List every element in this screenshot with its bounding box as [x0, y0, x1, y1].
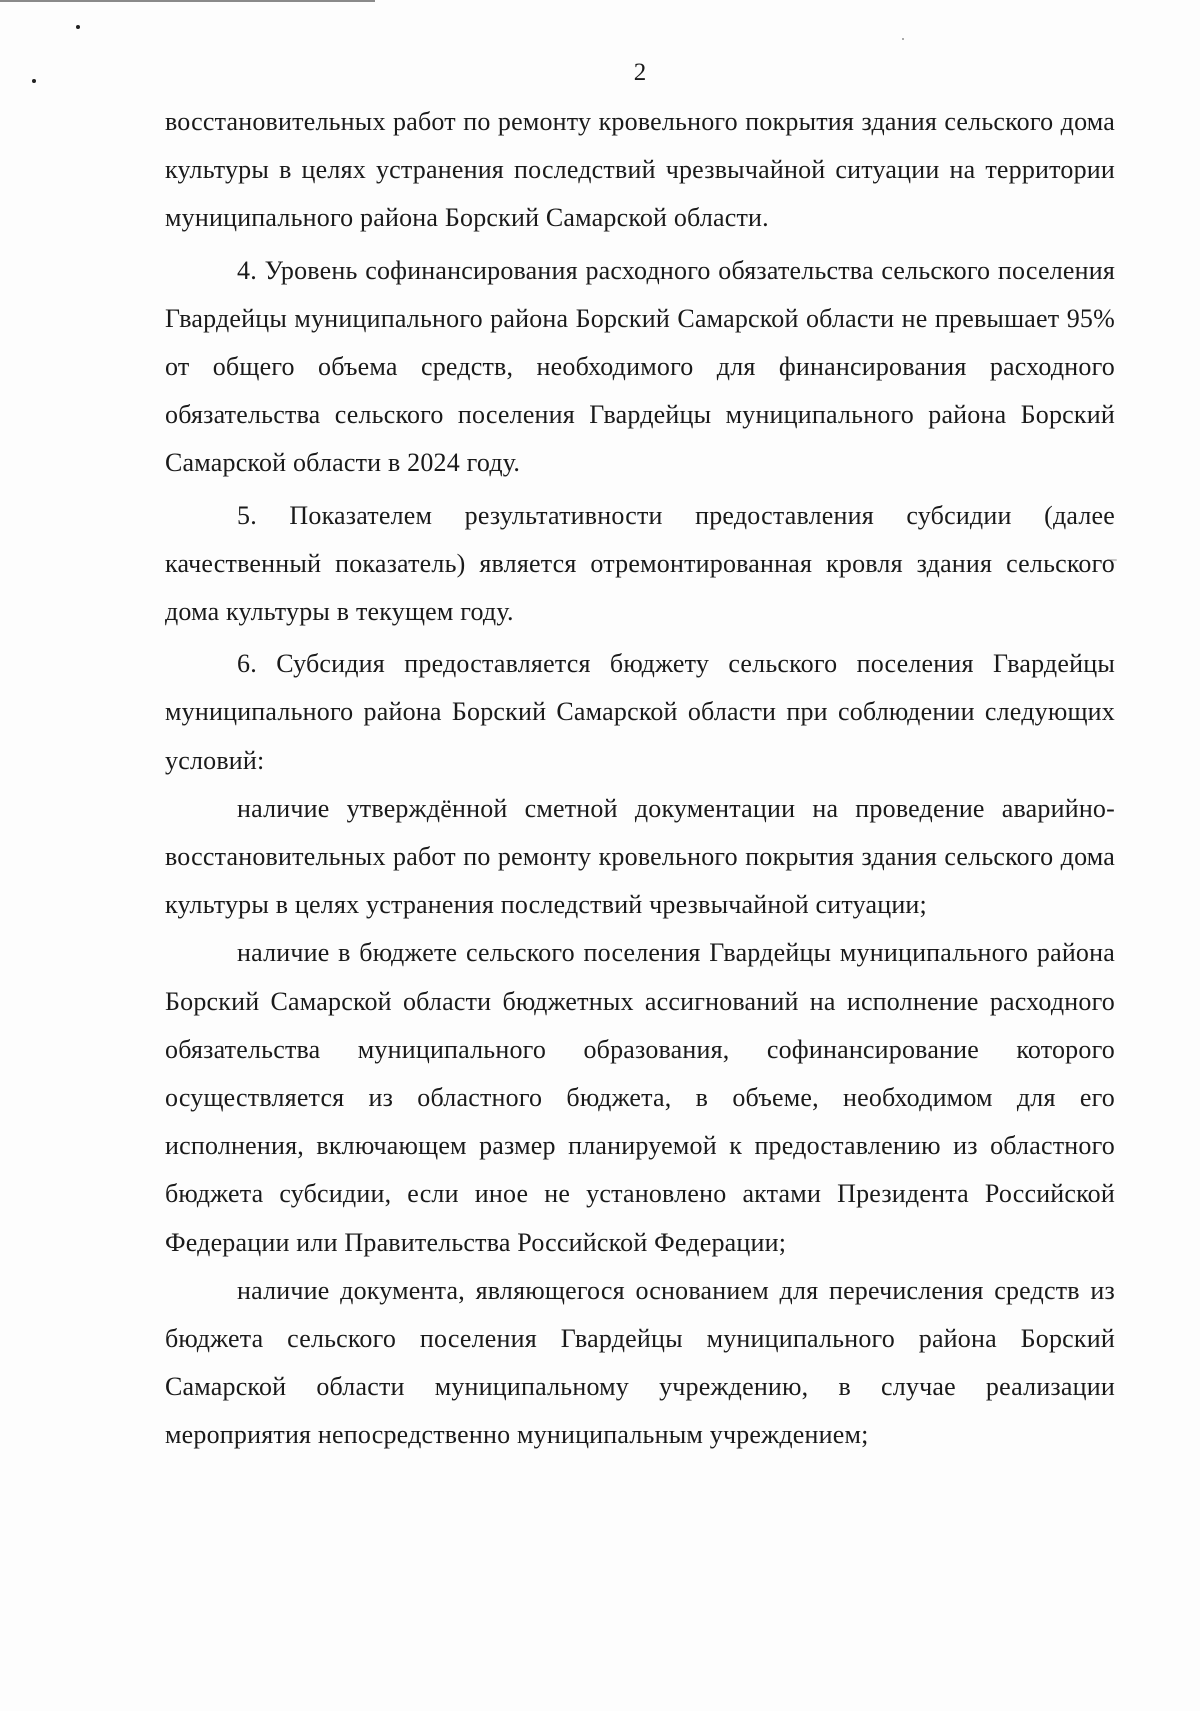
- paragraph-continuation: восстановительных работ по ремонту кровельного покрытия здания сельского дома культуры в целях устранения последствий чрезвычайной ситуации на территории муниципального района Борский Самарской области.: [165, 107, 1115, 233]
- paragraph-item-5: 5. Показателем результативности предоставления субсидии (далее качественный показатель) является отремонтированная кровля здания сельского дома культуры в текущем году.: [165, 500, 1115, 627]
- page-number: 2: [633, 59, 647, 86]
- condition-item: наличие документа, являющегося основанием для перечисления средств из бюджета сельского поселения Гвардейцы муниципального района Борский Самарской области муниципальному учреждению, в случае реализации мероприятия непосредственно муниципальным учреждением;: [165, 1275, 1115, 1450]
- condition-item: наличие утверждённой сметной документации на проведение аварийно-восстановительных работ по ремонту кровельного покрытия здания сельского дома культуры в целях устранения последствий чрезвычайной ситуации;: [165, 793, 1115, 920]
- scan-speck: [902, 38, 904, 40]
- scan-edge-line: [0, 0, 375, 2]
- condition-item: наличие в бюджете сельского поселения Гвардейцы муниципального района Борский Самарской области бюджетных ассигнований на исполнение расходного обязательства муниципального образования, софинансирование которого осуществляется из областного бюджета, в объеме, необходимом для его исполнения, включающем размер планируемой к предоставлению из областного бюджета субсидии, если иное не установлено актами Президента Российской Федерации или Правительства Российской Федерации;: [165, 938, 1115, 1257]
- paragraph-item-6: 6. Субсидия предоставляется бюджету сельского поселения Гвардейцы муниципального района Борский Самарской области при соблюдении следующих условий:: [165, 649, 1115, 775]
- document-body: [165, 98, 1115, 1460]
- scan-speck: [76, 25, 80, 29]
- paragraph-item-4: 4. Уровень софинансирования расходного обязательства сельского поселения Гвардейцы муниципального района Борский Самарской области не превышает 95% от общего объема средств, необходимого для финансирования расходного обязательства сельского поселения Гвардейцы муниципального района Борский Самарской области в 2024 году.: [165, 255, 1115, 478]
